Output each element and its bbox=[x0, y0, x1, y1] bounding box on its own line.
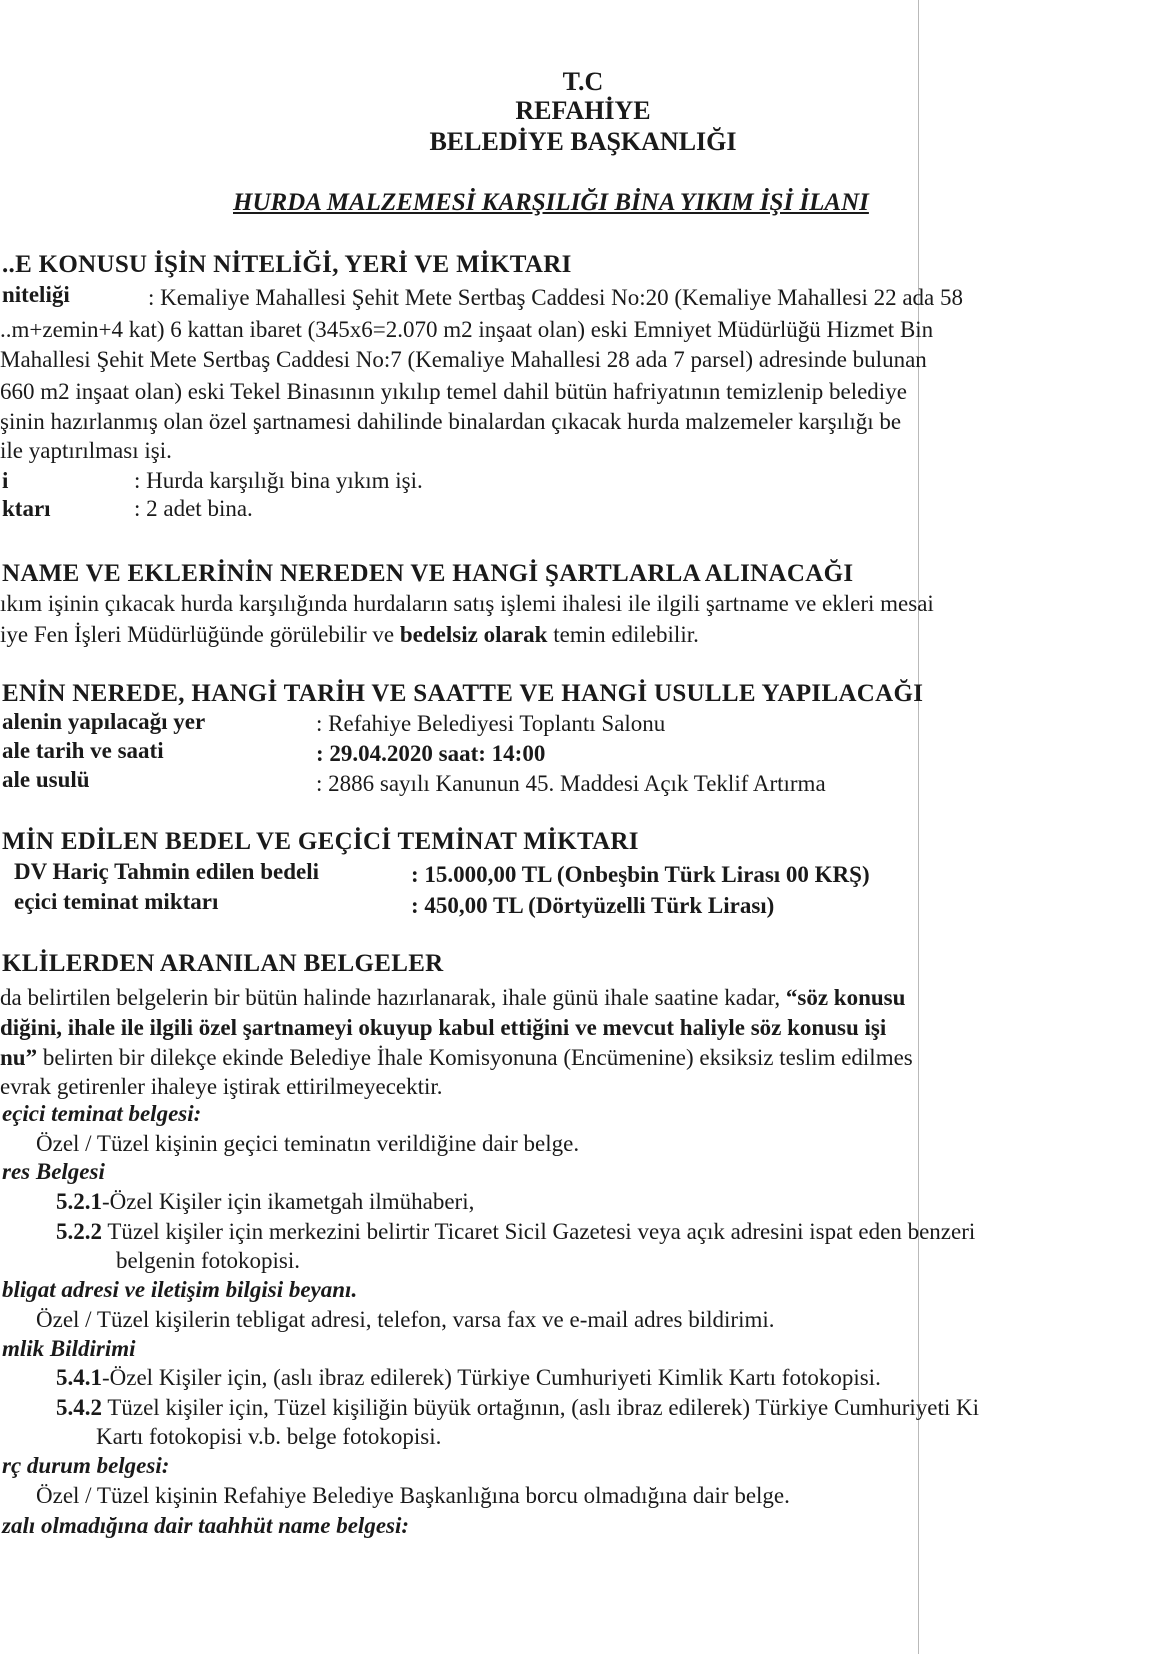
adres-item-2: 5.2.2 Tüzel kişiler için merkezini belirtir Ticaret Sicil Gazetesi veya açık adresini ispat eden benzeri bbox=[56, 1219, 976, 1244]
borc-heading: rç durum belgesi: bbox=[2, 1453, 170, 1478]
nitelik-line-3: Mahallesi Şehit Mete Sertbaş Caddesi No:7 (Kemaliye Mahallesi 28 ada 7 parsel) adresinde bulunan bbox=[0, 347, 927, 372]
teminat-value: : 450,00 TL (Dörtyüzelli Türk Lirası) bbox=[411, 893, 775, 918]
bedelsiz-emphasis: bedelsiz olarak bbox=[399, 622, 548, 647]
bedel-label: DV Hariç Tahmin edilen bedeli bbox=[14, 859, 320, 884]
belgeler-intro-2: diğini, ihale ile ilgili özel şartnameyi okuyup kabul ettiğini ve mevcut haliyle söz konusu işi bbox=[0, 1015, 887, 1040]
turu-value: : Hurda karşılığı bina yıkım işi. bbox=[134, 468, 423, 493]
section-4-heading: MİN EDİLEN BEDEL VE GEÇİCİ TEMİNAT MİKTARI bbox=[2, 828, 639, 855]
section-2-heading: NAME VE EKLERİNİN NEREDEN VE HANGİ ŞARTLARLA ALINACAĞI bbox=[2, 560, 854, 587]
borc-text: Özel / Tüzel kişinin Refahiye Belediye Başkanlığına borcu olmadığına dair belge. bbox=[36, 1483, 790, 1508]
belgeler-intro-3: nu” belirten bir dilekçe ekinde Belediye İhale Komisyonuna (Encümenine) eksiksiz teslim edilmes bbox=[0, 1045, 913, 1070]
ihale-usul-value: : 2886 sayılı Kanunun 45. Maddesi Açık Teklif Artırma bbox=[316, 771, 826, 796]
tebligat-heading: bligat adresi ve iletişim bilgisi beyanı. bbox=[2, 1277, 358, 1302]
miktar-label: ktarı bbox=[2, 496, 51, 521]
header-tc: T.C bbox=[562, 67, 604, 96]
section-1-heading: ..E KONUSU İŞİN NİTELİĞİ, YERİ VE MİKTARI bbox=[2, 251, 572, 278]
notice-title: HURDA MALZEMESİ KARŞILIĞI BİNA YIKIM İŞİ İLANI bbox=[233, 189, 869, 216]
nitelik-line-5: şinin hazırlanmış olan özel şartnamesi dahilinde binalardan çıkacak hurda malzemeler karşılığı be bbox=[0, 409, 902, 434]
ceza-heading: zalı olmadığına dair taahhüt name belgesi: bbox=[2, 1513, 410, 1538]
kimlik-item-2-cont: Kartı fotokopisi v.b. belge fotokopisi. bbox=[96, 1424, 442, 1449]
ihale-tarih-label: ale tarih ve saati bbox=[2, 738, 164, 763]
ihale-usul-label: ale usulü bbox=[2, 767, 90, 792]
gecici-teminat-heading: eçici teminat belgesi: bbox=[2, 1101, 202, 1126]
adres-item-1: 5.2.1-Özel Kişiler için ikametgah ilmühaberi, bbox=[56, 1189, 475, 1214]
turu-label: i bbox=[2, 468, 9, 493]
nitelik-label: niteliği bbox=[2, 282, 70, 307]
nitelik-line-4: 660 m2 inşaat olan) eski Tekel Binasının yıkılıp temel dahil bütün hafriyatının temizlenip belediye bbox=[0, 379, 907, 404]
nitelik-line-6: ile yaptırılması işi. bbox=[0, 438, 172, 463]
bedel-value: : 15.000,00 TL (Onbeşbin Türk Lirası 00 KRŞ) bbox=[411, 862, 870, 887]
kimlik-item-2: 5.4.2 Tüzel kişiler için, Tüzel kişiliğin büyük ortağının, (aslı ibraz edilerek) Türkiye Cumhuriyeti Ki bbox=[56, 1395, 979, 1420]
adres-item-2-cont: belgenin fotokopisi. bbox=[116, 1248, 300, 1273]
section-5-heading: KLİLERDEN ARANILAN BELGELER bbox=[2, 950, 444, 977]
ihale-yer-label: alenin yapılacağı yer bbox=[2, 709, 206, 734]
kimlik-item-1: 5.4.1-Özel Kişiler için, (aslı ibraz edilerek) Türkiye Cumhuriyeti Kimlik Kartı fotokopisi. bbox=[56, 1365, 881, 1390]
section-2-line-1: ıkım işinin çıkacak hurda karşılığında hurdaların satış işlemi ihalesi ile ilgili şartname ve ekleri mesai bbox=[0, 591, 934, 616]
kimlik-heading: mlik Bildirimi bbox=[2, 1336, 136, 1361]
tebligat-text: Özel / Tüzel kişilerin tebligat adresi, telefon, varsa fax ve e-mail adres bildirimi. bbox=[36, 1307, 775, 1332]
section-2-line-2: iye Fen İşleri Müdürlüğünde görülebilir ve bedelsiz olarak temin edilebilir. bbox=[0, 622, 699, 647]
section-3-heading: ENİN NEREDE, HANGİ TARİH VE SAATTE VE HANGİ USULLE YAPILACAĞI bbox=[2, 680, 924, 707]
ihale-yer-value: : Refahiye Belediyesi Toplantı Salonu bbox=[316, 711, 666, 736]
nitelik-line-1: : Kemaliye Mahallesi Şehit Mete Sertbaş Caddesi No:20 (Kemaliye Mahallesi 22 ada 58 bbox=[148, 285, 964, 310]
nitelik-line-2: ..m+zemin+4 kat) 6 kattan ibaret (345x6=2.070 m2 inşaat olan) eski Emniyet Müdürlüğü Hizmet Bin bbox=[0, 317, 934, 342]
header-municipality: REFAHİYE bbox=[515, 96, 651, 125]
header-office: BELEDİYE BAŞKANLIĞI bbox=[429, 127, 737, 156]
adres-heading: res Belgesi bbox=[2, 1159, 105, 1184]
ihale-tarih-value: : 29.04.2020 saat: 14:00 bbox=[316, 741, 546, 766]
gecici-teminat-text: Özel / Tüzel kişinin geçici teminatın verildiğine dair belge. bbox=[36, 1131, 580, 1156]
belgeler-intro-4: evrak getirenler ihaleye iştirak ettirilmeyecektir. bbox=[0, 1074, 443, 1099]
miktar-value: : 2 adet bina. bbox=[134, 496, 253, 521]
teminat-label: eçici teminat miktarı bbox=[14, 889, 219, 914]
belgeler-intro-1: da belirtilen belgelerin bir bütün halinde hazırlanarak, ihale günü ihale saatine kadar, “söz konusu bbox=[0, 985, 906, 1010]
